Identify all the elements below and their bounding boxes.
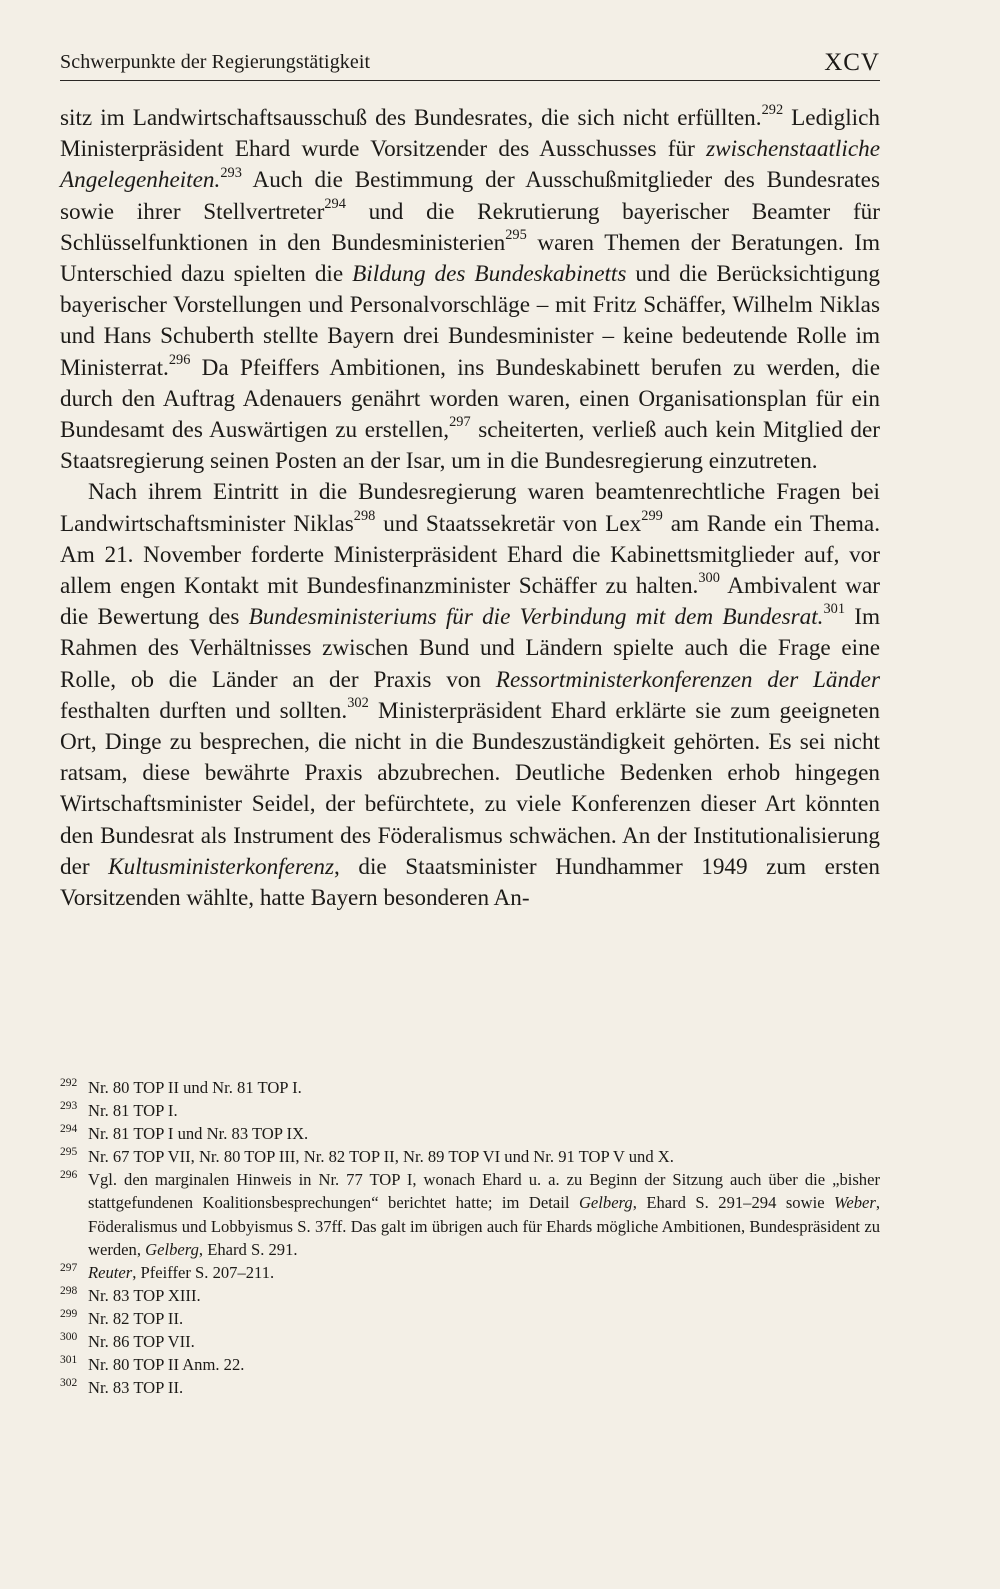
running-head: [60, 40, 880, 81]
italic-text: Reuter: [88, 1262, 133, 1282]
main-text: [60, 103, 880, 914]
footnote-text: [88, 1168, 880, 1260]
italic-text: Bildung des Bundeskabinetts: [352, 261, 627, 288]
footnote-ref: 299: [641, 507, 663, 524]
footnote-ref: 296: [168, 351, 191, 368]
text-run: Nr. 80 TOP II Anm. 22.: [88, 1355, 245, 1375]
text-run: , Ehard S. 291.: [198, 1239, 298, 1259]
footnote-ref: 300: [698, 570, 720, 587]
text-run: , Ehard S. 291–294 sowie: [632, 1193, 835, 1213]
footnote: [60, 1122, 880, 1145]
footnote-ref: 298: [353, 507, 376, 524]
italic-text: zwischenstaatliche Angelegenheiten.: [60, 136, 880, 194]
footnote-number: 292: [60, 1077, 78, 1089]
text-run: Ministerpräsident Ehard erklärte sie zum geeigneten Ort, Dinge zu besprechen, die nicht in die Bundeszuständigkeit gehörten. Es sei nicht ratsam, diese bewährte Praxis abzubrechen. Deutliche Bedenken erhob hingegen Wirtschaftsminister Seidel, der befürchtete, zu viele Konferenzen dieser Art könnten den Bundesrat als Instrument des Föderalismus schwächen. An der Institutionalisierung der: [60, 697, 880, 880]
italic-text: Bundesministeriums für die Verbindung mit dem Bundesrat.: [248, 604, 824, 631]
text-run: und die Berücksichtigung bayerischer Vorstellungen und Personalvorschläge – mit Fritz Schäffer, Wilhelm Niklas und Hans Schuberth stellte Bayern drei Bundesminister – keine bedeutende Rolle im Ministerrat.: [60, 261, 880, 381]
footnote: [60, 1330, 880, 1353]
footnote: [60, 1076, 880, 1099]
paragraph: [60, 477, 880, 914]
text-run: und die Rekrutierung bayerischer Beamter für Schlüsselfunktionen in den Bundesministerien: [60, 198, 880, 256]
text-run: Lediglich Ministerpräsident Ehard wurde Vorsitzender des Ausschusses für: [60, 105, 880, 163]
footnote: [60, 1307, 880, 1330]
footnote-text: [88, 1376, 880, 1399]
footnote-number: 299: [60, 1307, 78, 1320]
text-run: sitz im Landwirtschaftsausschuß des Bundesrates, die sich nicht erfüllten.: [60, 105, 762, 131]
footnote: [60, 1376, 880, 1399]
text-run: Vgl. den marginalen Hinweis in Nr. 77 TOP I, wonach Ehard u. a. zu Beginn der Sitzung auch über die „bisher stattgefundenen Koalitionsbesprechungen“ berichtet hatte; im Detail: [88, 1170, 880, 1213]
footnote: [60, 1168, 880, 1260]
text-run: Nr. 81 TOP I und Nr. 83 TOP IX.: [88, 1124, 309, 1144]
italic-text: Gelberg: [578, 1193, 633, 1213]
text-run: am Rande ein Thema. Am 21. November forderte Ministerpräsident Ehard die Kabinettsmitglieder auf, vor allem engen Kontakt mit Bundesfinanzminister Schäffer zu halten.: [60, 510, 880, 600]
footnote-text: [88, 1284, 880, 1307]
footnote-ref: 302: [347, 694, 369, 711]
text-run: Nr. 80 TOP II und Nr. 81 TOP I.: [88, 1078, 302, 1097]
text-run: Nr. 83 TOP II.: [88, 1378, 184, 1398]
text-run: Auch die Bestimmung der Ausschußmitglieder des Bundesrates sowie ihrer Stellvertreter: [60, 167, 880, 225]
italic-text: Ressortministerkonferenzen der Länder: [495, 666, 881, 693]
text-run: Nr. 67 TOP VII, Nr. 80 TOP III, Nr. 82 TOP II, Nr. 89 TOP VI und Nr. 91 TOP V und X.: [88, 1147, 674, 1167]
footnote-ref: 292: [761, 102, 784, 119]
paragraph: [60, 103, 880, 477]
footnote-ref: 295: [505, 226, 527, 243]
footnote-text: [88, 1307, 880, 1330]
footnote-number: 302: [60, 1377, 78, 1390]
text-run: , die Staatsminister Hundhammer 1949 zum ersten Vorsitzenden wählte, hatte Bayern besonderen An-: [60, 853, 881, 912]
footnote-text: [88, 1330, 880, 1353]
footnote-ref: 297: [449, 414, 471, 431]
footnote-text: [88, 1353, 880, 1376]
text-run: , Föderalismus und Lobbyismus S. 37ff. Das galt im übrigen auch für Ehards mögliche Ambitionen, Bundespräsident zu werden,: [88, 1193, 880, 1259]
text-run: scheiterten, verließ auch kein Mitglied der Staatsregierung seinen Posten an der Isar, um in die Bundesregierung einzutreten.: [60, 417, 881, 475]
footnote: [60, 1261, 880, 1284]
text-run: , Pfeiffer S. 207–211.: [132, 1262, 275, 1282]
footnote-text: [88, 1145, 880, 1168]
italic-text: Gelberg: [145, 1239, 199, 1259]
footnote-ref: 293: [220, 164, 242, 181]
footnote-ref: 294: [324, 195, 346, 212]
footnote-number: 297: [60, 1261, 78, 1274]
footnote-number: 293: [60, 1100, 78, 1113]
italic-text: Weber: [834, 1193, 876, 1213]
footnote-number: 296: [60, 1169, 78, 1182]
text-run: Nr. 82 TOP II.: [88, 1308, 184, 1328]
footnote-text: [88, 1099, 880, 1122]
page-number: XCV: [824, 49, 880, 76]
text-run: Ambivalent war die Bewertung des: [60, 573, 880, 631]
footnote-text: [88, 1122, 880, 1145]
footnote-number: 298: [60, 1284, 78, 1297]
footnote: [60, 1145, 880, 1168]
italic-text: Kultusministerkonferenz: [108, 853, 335, 880]
footnote-number: 295: [60, 1146, 78, 1159]
text-run: Da Pfeiffers Ambitionen, ins Bundeskabinett berufen zu werden, die durch den Auftrag Adenauers genährt worden waren, einen Organisationsplan für ein Bundesamt des Auswärtigen zu erstellen,: [60, 354, 880, 444]
text-run: festhalten durften und sollten.: [60, 697, 348, 724]
text-run: Nach ihrem Eintritt in die Bundesregierung waren beamtenrechtliche Fragen bei Landwirtschaftsminister Niklas: [60, 479, 880, 537]
text-run: Im Rahmen des Verhältnisses zwischen Bund und Ländern spielte auch die Frage eine Rolle, ob die Länder an der Praxis von: [60, 604, 880, 693]
footnote: [60, 1353, 880, 1376]
running-head-title: Schwerpunkte der Regierungstätigkeit: [60, 51, 371, 73]
text-run: Nr. 83 TOP XIII.: [88, 1285, 201, 1305]
footnote-number: 300: [60, 1331, 78, 1344]
text-run: Nr. 86 TOP VII.: [88, 1332, 195, 1352]
footnote-number: 294: [60, 1123, 78, 1136]
text-run: waren Themen der Beratungen. Im Unterschied dazu spielten die: [60, 229, 880, 288]
footnote-number: 301: [60, 1354, 78, 1367]
footnote-ref: 301: [823, 601, 846, 618]
footnote: [60, 1099, 880, 1122]
footnote-text: [88, 1076, 880, 1099]
text-run: Nr. 81 TOP I.: [88, 1101, 178, 1121]
footnotes: [60, 1076, 880, 1399]
footnote: [60, 1284, 880, 1307]
text-run: und Staatssekretär von Lex: [375, 510, 642, 537]
footnote-text: [88, 1261, 880, 1284]
